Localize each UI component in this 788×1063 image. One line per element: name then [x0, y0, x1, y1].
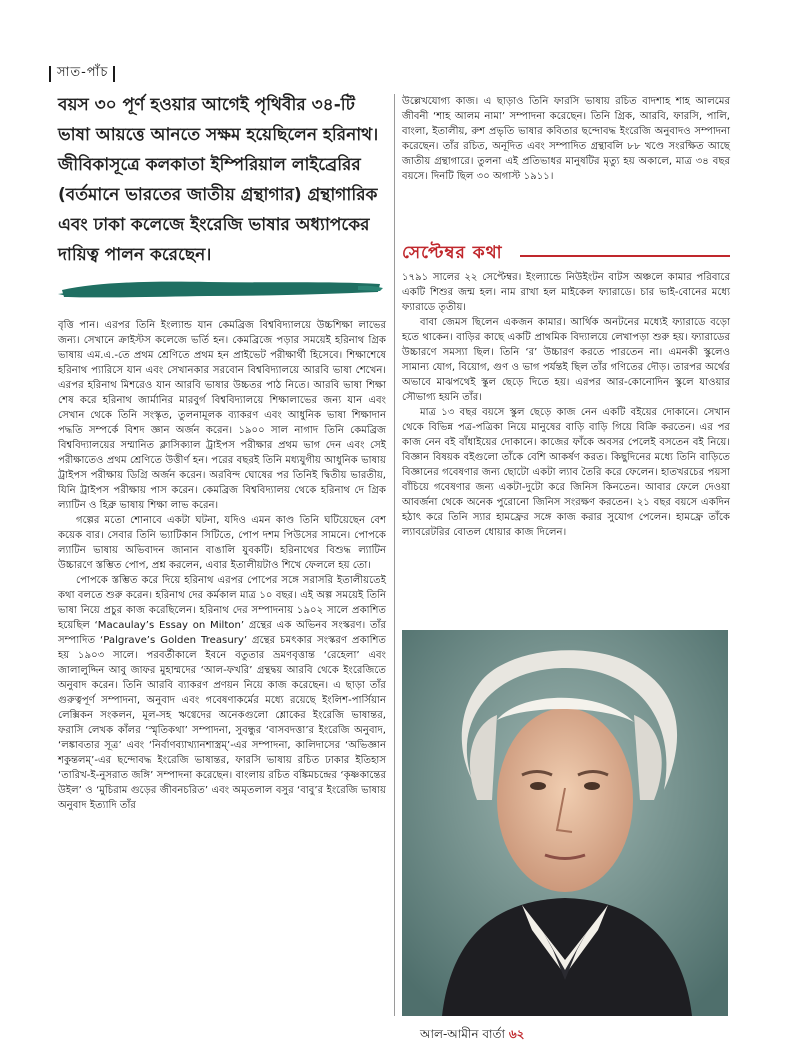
section-tag: সাত-পাঁচ — [37, 62, 115, 84]
left-paragraph-2: গল্পের মতো শোনাবে একটা ঘটনা, যদিও এমন কাণ্ড তিনি ঘটিয়েছেন বেশ কয়েক বার। সেবার তিনি ভ্যাটিকান সিটিতে, পোপ দশম পিউসের সামনে। পোপকে ল্যাটিন ভাষায় অভিবাদন জানান বাঙালি যুবকটি। হরিনাথের বিশুদ্ধ ল্যাটিন উচ্চারণে স্তম্ভিত পোপ, প্রশ্ন করলেন, এবার ইতালীয়টাও শিখে ফেললে হয় তো। — [58, 515, 386, 571]
left-article-column — [58, 318, 386, 813]
right-article-column — [402, 270, 730, 540]
page-footer — [420, 1026, 524, 1046]
section-subheading: সেপ্টেম্বর কথা — [402, 243, 503, 263]
page-number: ৬২ — [508, 1027, 525, 1041]
portrait-image — [402, 630, 728, 1016]
subheading-rule — [520, 255, 730, 257]
pull-quote: বয়স ৩০ পূর্ণ হওয়ার আগেই পৃথিবীর ৩৪-টি ভাষা আয়ত্তে আনতে সক্ষম হয়েছিলেন হরিনাথ। জীবিকাসূত্রে কলকাতা ইম্পিরিয়াল লাইব্রেরির (বর্তমানে ভারতের জাতীয় গ্রন্থাগার) গ্রন্থাগারিক এবং ঢাকা কলেজে ইংরেজি ভাষার অধ্যাপকের দায়িত্ব পালন করেছেন। — [58, 95, 379, 265]
right-paragraph-2: বাবা জেমস ছিলেন একজন কামার। আর্থিক অনটনের মধ্যেই ফ্যারাডে বড়ো হতে থাকেন। বাড়ির কাছে একটি প্রাথমিক বিদ্যালয়ে লেখাপড়া শুরু হয়। ফ্যারাডের উচ্চারণে সমস্যা ছিল। তিনি ‘র’ উচ্চারণ করতে পারতেন না। এমনকী স্কুলেও সামান্য যোগ, বিয়োগ, গুণ ও ভাগ পর্যন্তই ছিল তাঁর গণিতের দৌড়। তারপর অর্থের অভাবে মাঝপথেই স্কুল ছেড়ে দিতে হয়। এরপর আর-কোনোদিন স্কুলে যাওয়ার সৌভাগ্য হয়নি তাঁর। — [402, 317, 730, 403]
magazine-name: আল-আমীন বার্তা — [420, 1027, 505, 1041]
right-column-continuation — [402, 94, 730, 184]
column-divider — [394, 94, 395, 1016]
left-paragraph-3: পোপকে স্তম্ভিত করে দিয়ে হরিনাথ এরপর পোপের সঙ্গে সরাসরি ইতালীয়তেই কথা বলতে শুরু করেন। হরিনাথ দের কর্মকাল মাত্র ১০ বছর। এই অল্প সময়েই তিনি ভাষা নিয়ে প্রচুর কাজ করেছিলেন। হরিনাথ দের সম্পাদনায় ১৯০২ সালে প্রকাশিত হয়েছিল ‘Macaulay’s Essay on Milton’ গ্রন্থের এক অভিনব সংস্করণ। তাঁর সম্পাদিত ‘Palgrave’s Golden Treasury’ গ্রন্থের চমৎকার সংস্করণ প্রকাশিত হয় ১৯০৩ সালে। পরবর্তীকালে ইবনে বতুতার ভ্রমণবৃত্তান্ত ‘রেহেলা’ এবং জালালুদ্দিন আবু জাফর মুহাম্মদের ‘আল-ফখরি’ গ্রন্থদ্বয় আরবি থেকে ইংরেজিতে অনুবাদ করেন। তিনি আরবি ব্যাকরণ প্রণয়ন নিয়ে কাজ করেছেন। এ ছাড়া তাঁর গুরুত্বপূর্ণ সম্পাদনা, অনুবাদ এবং গবেষণাকর্মের মধ্যে রয়েছে ইংলিশ-পার্সিয়ান লেক্সিকন সংকলন, মূল-সহ ঋগ্বেদের অনেকগুলো শ্লোকের ইংরেজি ভাষান্তর, ফরাসি লেখক কাঁলর ‘স্মৃতিকথা’ সম্পাদনা, সুবন্ধুর ‘বাসবদত্তা’র ইংরেজি অনুবাদ, ‘লঙ্কাবতার সূত্র’ এবং ‘নির্বাণব্যাখ্যানশাস্ত্রম্’-এর সম্পাদনা, কালিদাসের ‘অভিজ্ঞান শকুন্তলম্’-এর ছন্দোবদ্ধ ইংরেজি ভাষান্তর, ফারসি ভাষায় রচিত ঢাকার ইতিহাস ‘তারিখ-ই-নুসরাত জঙ্গি’ সম্পাদনা করেছেন। বাংলায় রচিত বঙ্কিমচন্দ্রের ‘কৃষ্ণকান্তের উইল’ ও ‘মুচিরাম গুড়ের জীবনচরিত’ এবং অমৃতলাল বসুর ‘বাবু’র ইংরেজি ভাষায় অনুবাদ ইত্যাদি তাঁর — [58, 575, 386, 811]
right-paragraph-continuation: উল্লেখযোগ্য কাজ। এ ছাড়াও তিনি ফারসি ভাষায় রচিত বাদশাহ শাহ আলমের জীবনী ‘শাহ আলম নামা’ সম্পাদনা করেছেন। তিনি গ্রিক, আরবি, ফারসি, পালি, বাংলা, ইতালীয়, রুশ প্রভৃতি ভাষার কবিতার ছন্দোবদ্ধ ইংরেজি অনুবাদও সম্পাদনা করেছেন। তাঁর রচিত, অনূদিত এবং সম্পাদিত গ্রন্থাবলি ৮৮ খণ্ডে সংরক্ষিত আছে জাতীয় গ্রন্থাগারে। তুলনা এই প্রতিভাধর মানুষটির মৃত্যু হয় অকালে, মাত্র ৩৪ বছর বয়সে। দিনটি ছিল ৩০ অগাস্ট ১৯১১। — [402, 96, 730, 182]
right-paragraph-3: মাত্র ১৩ বছর বয়সে স্কুল ছেড়ে কাজ নেন একটি বইয়ের দোকানে। সেখান থেকে বিভিন্ন পত্র-পত্রিকা নিয়ে মানুষের বাড়ি বাড়ি গিয়ে বিক্রি করতেন। এর পর কাজ নেন বই বাঁধাইয়ের দোকানে। কাজের ফাঁকে অবসর পেলেই বসতেন বই নিয়ে। বিজ্ঞান বিষয়ক বইগুলো তাঁকে বেশি আকর্ষণ করত। কিছুদিনের মধ্যে তিনি বাড়িতে বিজ্ঞানের গবেষণার জন্য ছোটো একটা ল্যাব তৈরি করে ফেলেন। হাতখরচের পয়সা বাঁচিয়ে গবেষণার জন্য একটা-দুটো করে জিনিস কিনতেন। আবার ফেলে দেওয়া আবর্জনা থেকে অনেক পুরোনো জিনিস সংরক্ষণ করতেন। ২১ বছর বয়সে একদিন হঠাৎ করে তিনি স্যার হামফ্রের সঙ্গে কাজ করার সুযোগ পেলেন। হামফ্রে তাঁকে ল্যাবরেটরির বোতল ধোয়ার কাজ দিলেন। — [402, 407, 730, 538]
left-paragraph-1: বৃত্তি পান। এরপর তিনি ইংল্যান্ড যান কেমব্রিজ বিশ্ববিদ্যালয়ে উচ্চশিক্ষা লাভের জন্য। সেখানে ক্রাইস্টস কলেজে ভর্তি হন। কেমব্রিজে পড়ার সময়েই হরিনাথ গ্রিক ভাষায় এম.এ.-তে প্রথম শ্রেণিতে প্রথম হন প্রাইভেট পরীক্ষার্থী হিসেবে। শিক্ষাশেষে হরিনাথ প্যারিসে যান এবং সেখানকার সরবোন বিশ্ববিদ্যালয়ে আরবি ভাষা শেখেন। এরপর হরিনাথ মিশরেও যান আরবি ভাষার উচ্চতর পাঠ নিতে। আরবি ভাষা শিক্ষা শেষ করে হরিনাথ জার্মানির মারবুর্গ বিশ্ববিদ্যালয়ে শিক্ষালাভের জন্য যান এবং সেখান থেকে তিনি সংস্কৃত, তুলনামূলক ব্যাকরণ এবং আধুনিক ভাষা শিক্ষাদান পদ্ধতি সম্পর্কে বিশদ জ্ঞান অর্জন করেন। ১৯০০ সাল নাগাদ তিনি কেমব্রিজ বিশ্ববিদ্যালয়ের সম্মানিত ক্লাসিক্যাল ট্রাইপস পরীক্ষার প্রথম ভাগ দেন এবং সেই পরীক্ষাতেও প্রথম শ্রেণিতে উত্তীর্ণ হন। পরের বছরই তিনি মধ্যযুগীয় আধুনিক ভাষায় ট্রাইপস পরীক্ষায় ডিগ্রি অর্জন করেন। অরবিন্দ ঘোষের পর তিনিই দ্বিতীয় ভারতীয়, যিনি ট্রাইপস পরীক্ষায় পাস করেন। কেমব্রিজ বিশ্ববিদ্যালয় থেকে হরিনাথ দে গ্রিক ল্যাটিন ও হিব্রু ভাষায় শিক্ষা লাভ করেন। — [58, 320, 386, 511]
brush-stroke-divider — [58, 272, 383, 302]
right-paragraph-1: ১৭৯১ সালের ২২ সেপ্টেম্বর। ইংল্যান্ডে নিউইংটন বাটস অঞ্চলে কামার পরিবারে একটি শিশুর জন্ম হল। নাম রাখা হল মাইকেল ফ্যারাডে। চার ভাই-বোনের মধ্যে ফ্যারাডে তৃতীয়। — [402, 272, 730, 313]
